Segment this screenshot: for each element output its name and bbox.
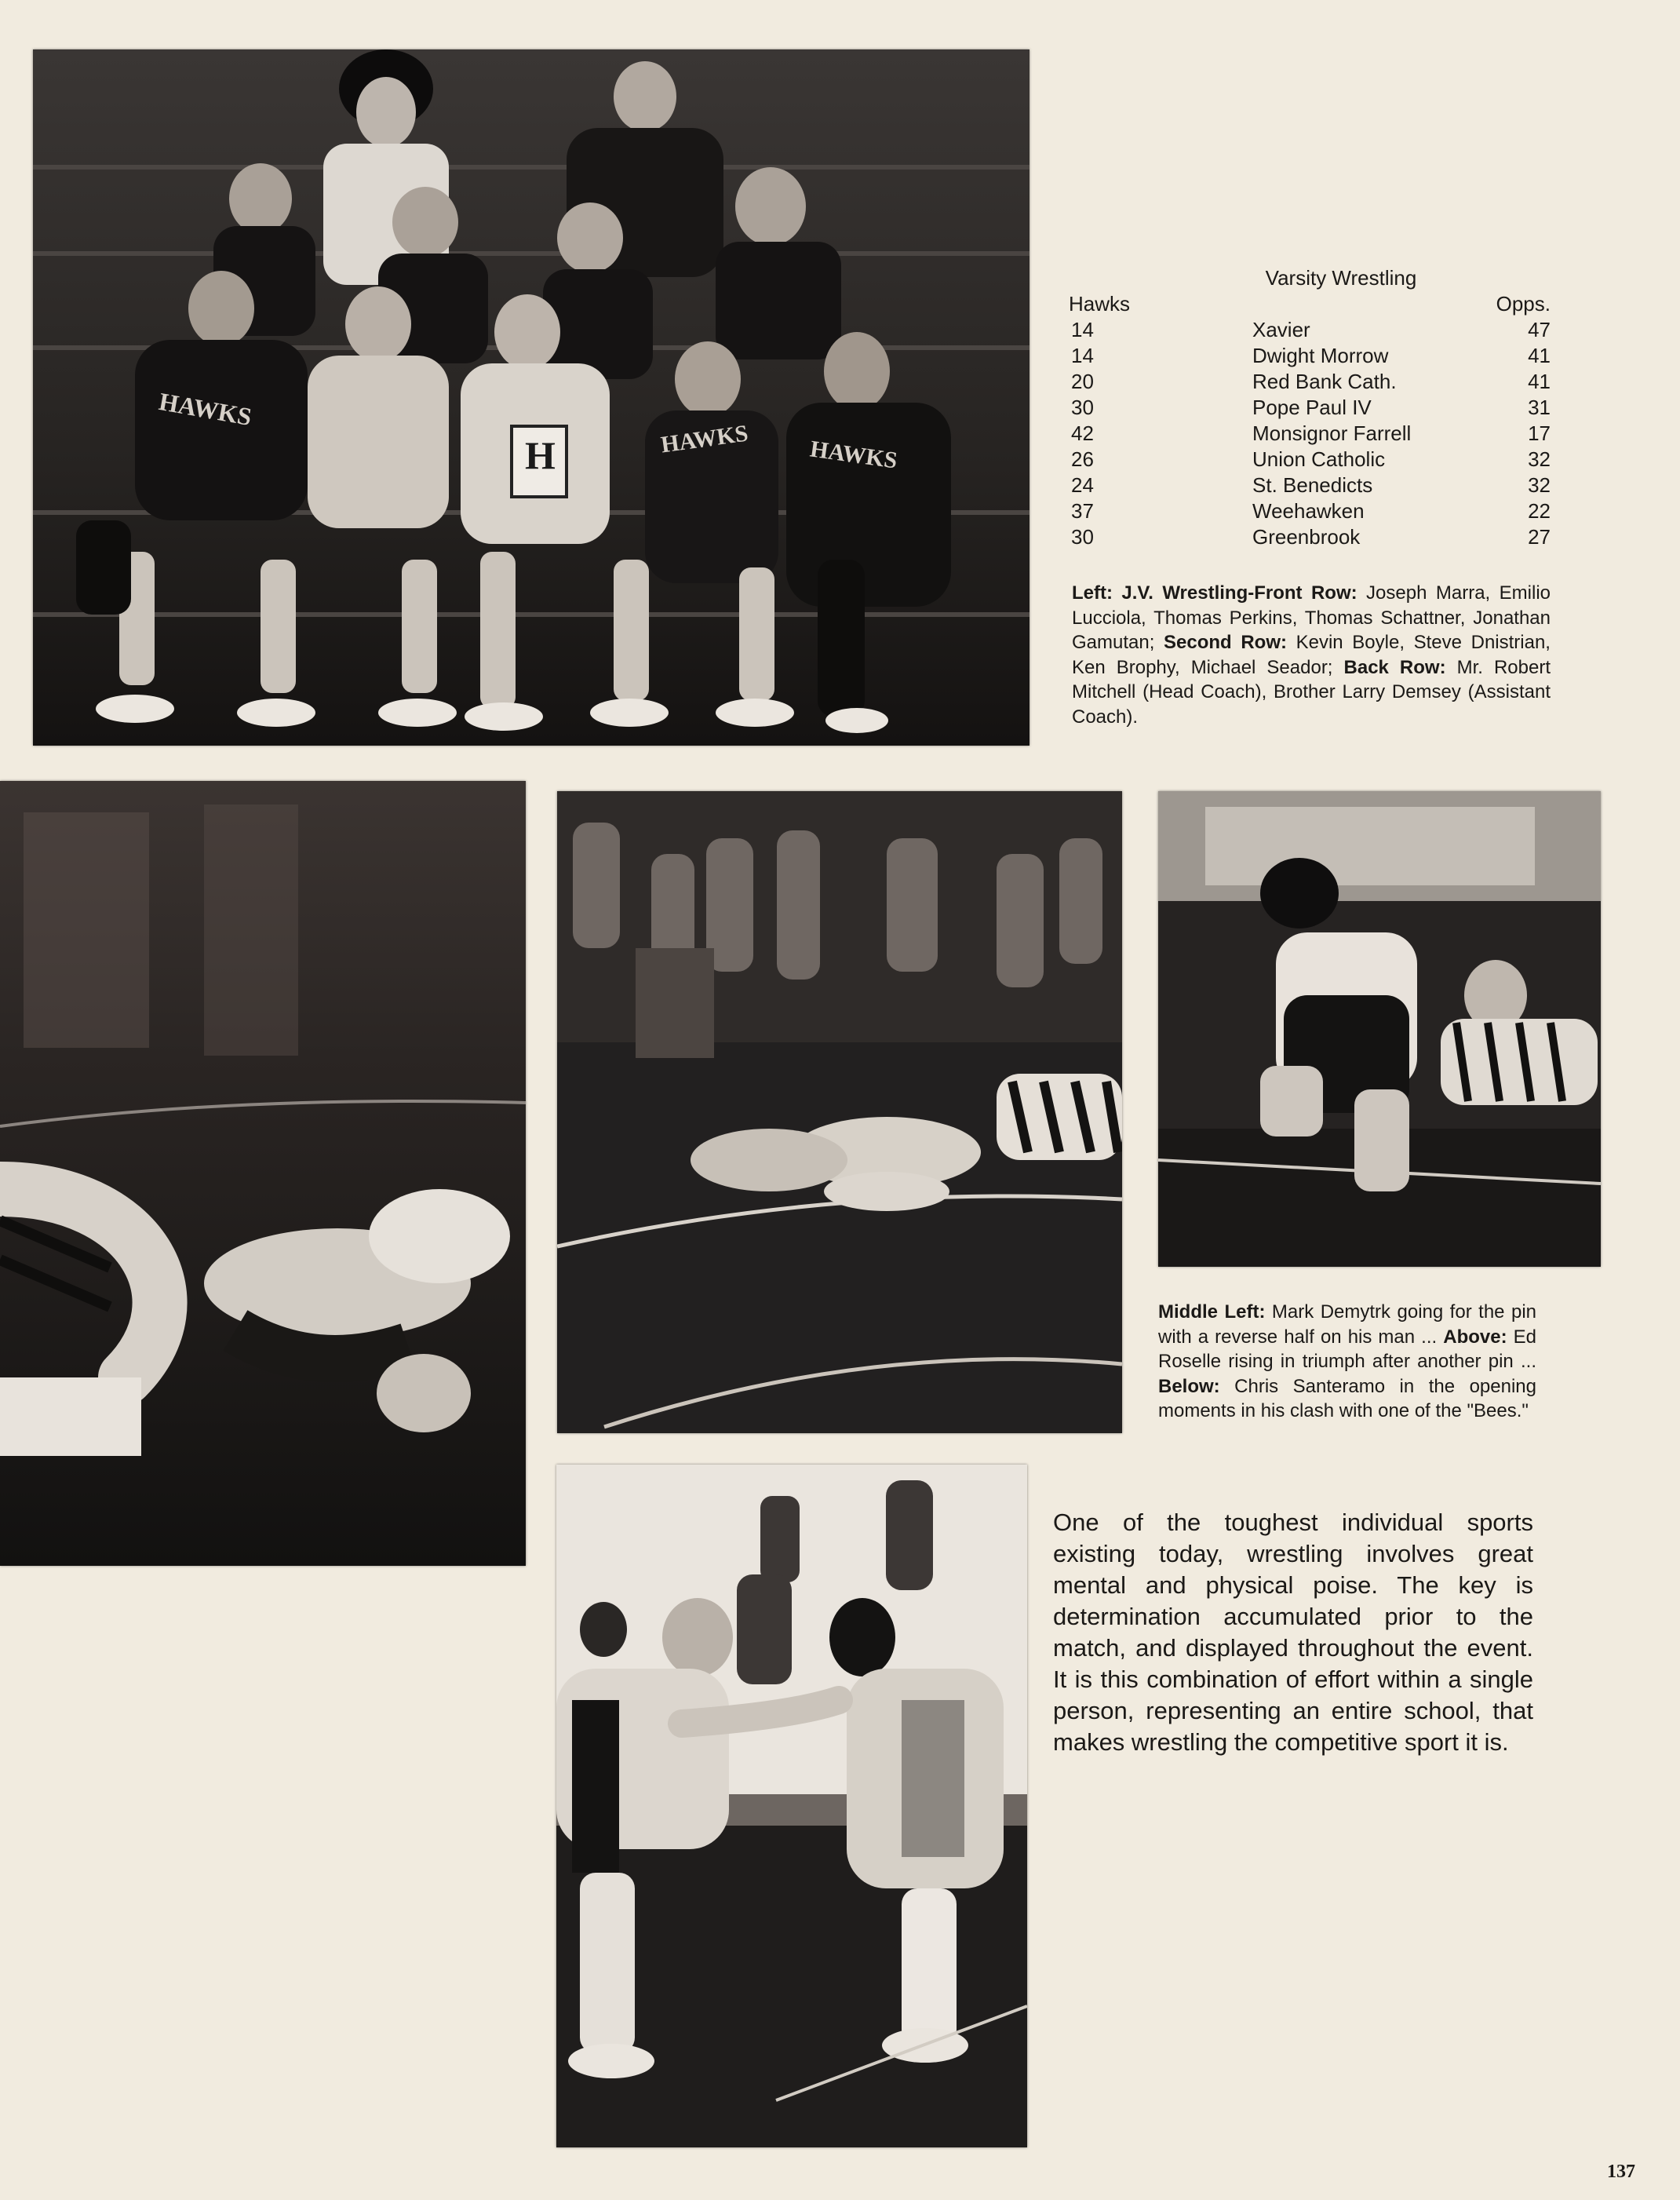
opponent-name: Dwight Morrow [1252, 344, 1389, 367]
table-row [1069, 343, 1551, 369]
hawks-score: 24 [1071, 473, 1094, 497]
hawks-score: 37 [1071, 499, 1094, 523]
opponent-score: 27 [1528, 525, 1551, 549]
table-row [1069, 395, 1551, 421]
hawks-column-header: Hawks [1069, 292, 1131, 316]
opponent-name: Greenbrook [1252, 525, 1361, 549]
caption-text: Mr. Robert Mitchell (Head Coach), Brother Larry Demsey (Assistant Coach). [1072, 656, 1551, 728]
caption-label: Back Row: [1343, 656, 1446, 678]
opponent-name: St. Benedicts [1252, 473, 1373, 497]
team-photo [33, 49, 1030, 746]
jv-wrestling-caption [1072, 581, 1551, 729]
singlet-letter: H [525, 433, 556, 477]
triumph-photo-image [1158, 791, 1601, 1267]
opponent-name: Union Catholic [1252, 447, 1386, 471]
results-title: Varsity Wrestling [1265, 266, 1417, 290]
opening-moments-photo-image [556, 1465, 1027, 2147]
caption-text: Joseph Marra, Emilio Lucciola, Thomas Perkins, Thomas Schattner, Jonathan Gamutan; [1072, 582, 1551, 653]
caption-text: Mark Demytrk going for the pin with a reverse half on his man ... [1158, 1301, 1537, 1348]
hawks-score: 42 [1071, 421, 1094, 445]
pin-photo [0, 781, 526, 1566]
table-row [1069, 369, 1551, 395]
table-row [1069, 447, 1551, 472]
opponent-score: 41 [1528, 344, 1551, 367]
match-photo-image [557, 791, 1122, 1433]
opponent-name: Pope Paul IV [1252, 396, 1372, 419]
caption-label: Left: J.V. Wrestling-Front Row: [1072, 582, 1357, 604]
opponent-score: 41 [1528, 370, 1551, 393]
opponent-score: 47 [1528, 318, 1551, 341]
table-row [1069, 472, 1551, 498]
caption-label: Above: [1443, 1326, 1507, 1348]
opponent-name: Monsignor Farrell [1252, 421, 1412, 445]
opponent-name: Weehawken [1252, 499, 1365, 523]
table-row [1069, 317, 1551, 343]
action-photos-caption [1158, 1300, 1536, 1424]
caption-text: Ed Roselle rising in triumph after another pin ... [1158, 1326, 1536, 1372]
caption-label: Second Row: [1164, 632, 1287, 653]
opponent-score: 32 [1528, 473, 1551, 497]
hawks-score: 14 [1071, 318, 1094, 341]
hawks-shirt-lettering: HAWKS [808, 436, 899, 474]
opponent-name: Red Bank Cath. [1252, 370, 1397, 393]
page-number: 137 [1607, 2162, 1635, 2182]
caption-label: Middle Left: [1158, 1301, 1266, 1323]
opps-column-header: Opps. [1496, 292, 1551, 316]
hawks-shirt-lettering: HAWKS [659, 420, 750, 458]
opponent-name: Xavier [1252, 318, 1310, 341]
opponent-score: 22 [1528, 499, 1551, 523]
opponent-score: 32 [1528, 447, 1551, 471]
opponent-score: 17 [1528, 421, 1551, 445]
caption-text: Chris Santeramo in the opening moments in his clash with one of the "Bees." [1158, 1375, 1536, 1421]
hawks-score: 26 [1071, 447, 1094, 471]
table-row [1069, 524, 1551, 550]
results-header [1069, 291, 1551, 317]
caption-label: Below: [1158, 1375, 1220, 1397]
pin-photo-image [0, 781, 526, 1566]
opening-moments-photo [556, 1465, 1027, 2147]
table-row [1069, 421, 1551, 447]
triumph-photo [1158, 791, 1601, 1267]
varsity-results-table [1069, 265, 1551, 550]
hawks-score: 14 [1071, 344, 1094, 367]
hawks-score: 30 [1071, 525, 1094, 549]
table-row [1069, 498, 1551, 524]
hawks-shirt-lettering: HAWKS [156, 386, 254, 432]
article-body-text: One of the toughest individual sports existing today, wrestling involves great mental and physical poise. The key is determination accumulated prior to the match, and displayed throughout the event. It is this combination of effort within a single person, representing an entire school, that makes wrestling the competitive sport it is. [1053, 1509, 1533, 1756]
hawks-score: 20 [1071, 370, 1094, 393]
match-photo [557, 791, 1122, 1433]
caption-text: Kevin Boyle, Steve Dnistrian, Ken Brophy, Michael Seador; [1072, 632, 1551, 678]
opponent-score: 31 [1528, 396, 1551, 419]
hawks-score: 30 [1071, 396, 1094, 419]
